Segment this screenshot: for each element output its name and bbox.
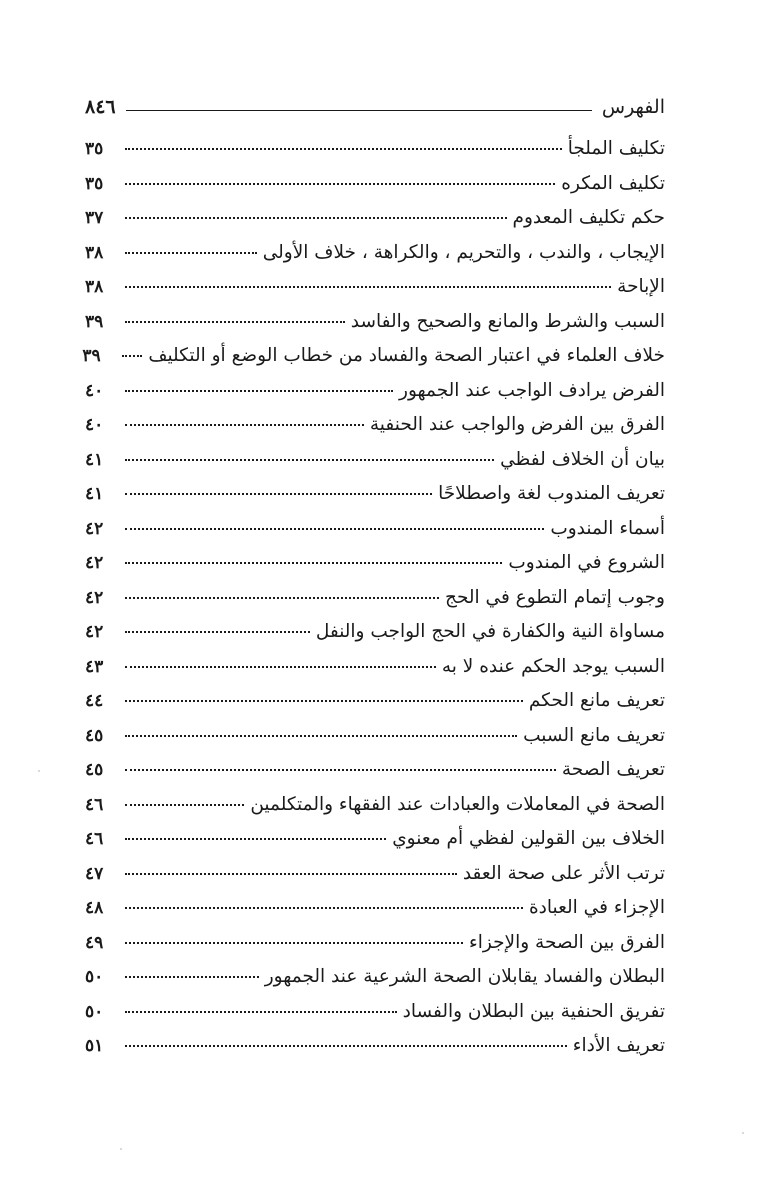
entry-title: الفرق بين الصحة والإجزاء — [469, 931, 665, 953]
entry-title: تكليف المكره — [561, 172, 665, 194]
dot-leader — [125, 459, 494, 461]
entry-title: البطلان والفساد يقابلان الصحة الشرعية عند الجمهور — [264, 966, 665, 987]
entry-page: ٤٠ — [85, 380, 104, 401]
index-entry — [85, 1001, 665, 1036]
dot-leader — [125, 597, 439, 599]
entry-page: ٥١ — [85, 1036, 104, 1056]
entry-title: تعريف المندوب لغة واصطلاحًا — [438, 483, 665, 504]
index-entry — [85, 587, 665, 622]
index-entry — [85, 828, 665, 863]
entry-title: السبب يوجد الحكم عنده لا به — [441, 655, 665, 677]
entry-page: ٥٠ — [85, 1001, 104, 1022]
index-entry — [85, 483, 665, 518]
dot-leader — [125, 493, 432, 495]
entry-page: ٤١ — [85, 449, 104, 470]
entry-title: تفريق الحنفية بين البطلان والفساد — [402, 1000, 665, 1022]
scan-speck — [742, 1132, 744, 1134]
header-page-number: ٨٤٦ — [85, 96, 116, 118]
entry-title: وجوب إتمام التطوع في الحج — [445, 586, 665, 608]
dot-leader — [125, 562, 502, 564]
index-entry — [85, 863, 665, 898]
entry-title: الصحة في المعاملات والعبادات عند الفقهاء والمتكلمين — [250, 793, 665, 815]
dot-leader — [125, 286, 611, 288]
entry-title: تعريف الصحة — [561, 759, 665, 780]
dot-leader — [125, 424, 364, 426]
index-entry — [85, 932, 665, 967]
entry-page: ٣٨ — [85, 242, 104, 263]
index-entry — [85, 207, 665, 242]
dot-leader — [125, 252, 257, 254]
entry-page: ٤٣ — [85, 656, 104, 677]
scan-speck — [38, 770, 40, 772]
entry-page: ٤٦ — [85, 794, 104, 815]
index-entry — [82, 345, 665, 380]
entry-page: ٤٢ — [85, 587, 104, 608]
dot-leader — [122, 355, 142, 357]
entry-page: ٣٨ — [85, 277, 104, 297]
entry-title: الشروع في المندوب — [508, 552, 665, 573]
index-entry — [85, 380, 665, 415]
entry-title: الفرض يرادف الواجب عند الجمهور — [399, 379, 665, 401]
entry-page: ٣٥ — [85, 173, 104, 194]
dot-leader — [125, 735, 517, 737]
dot-leader — [125, 942, 463, 944]
entry-page: ٣٧ — [85, 208, 104, 228]
entry-page: ٤٢ — [85, 518, 104, 539]
dot-leader — [125, 217, 507, 219]
entry-page: ٤٨ — [85, 898, 104, 918]
dot-leader — [125, 804, 244, 806]
index-entry — [85, 897, 665, 932]
dot-leader — [125, 183, 555, 185]
running-header — [85, 92, 665, 122]
dot-leader — [125, 838, 386, 840]
dot-leader — [125, 976, 259, 978]
entry-page: ٤٧ — [85, 863, 104, 884]
entry-title: السبب والشرط والمانع والصحيح والفاسد — [350, 310, 665, 332]
dot-leader — [125, 631, 310, 633]
index-entries — [82, 138, 665, 1070]
dot-leader — [125, 528, 544, 530]
entry-title: ترتب الأثر على صحة العقد — [462, 862, 665, 884]
entry-page: ٤٥ — [85, 725, 104, 746]
header-title: الفهرس — [601, 96, 665, 118]
entry-page: ٣٥ — [85, 139, 104, 159]
entry-page: ٤٢ — [85, 622, 104, 642]
index-entry — [85, 414, 665, 449]
entry-page: ٤٢ — [85, 553, 104, 573]
dot-leader — [125, 321, 345, 323]
entry-title: تعريف مانع السبب — [523, 724, 665, 746]
index-entry — [85, 173, 665, 208]
index-entry — [85, 311, 665, 346]
entry-page: ٣٩ — [85, 311, 104, 332]
dot-leader — [125, 769, 556, 771]
entry-title: الإيجاب ، والندب ، والتحريم ، والكراهة ، خلاف الأولى — [262, 241, 665, 263]
index-entry — [85, 725, 665, 760]
entry-page: ٤٥ — [85, 760, 104, 780]
entry-page: ٥٠ — [85, 967, 104, 987]
entry-title: أسماء المندوب — [550, 517, 665, 539]
entry-title: مساواة النية والكفارة في الحج الواجب والنفل — [315, 621, 665, 642]
index-entry — [85, 552, 665, 587]
index-entry — [85, 1035, 665, 1070]
entry-title: تعريف مانع الحكم — [528, 690, 665, 711]
entry-page: ٤٤ — [85, 691, 104, 711]
entry-title: الإجزاء في العبادة — [528, 897, 665, 918]
dot-leader — [125, 700, 523, 702]
entry-title: تكليف الملجأ — [567, 138, 665, 159]
entry-page: ٤٩ — [85, 932, 104, 953]
entry-page: ٣٩ — [82, 346, 101, 366]
entry-title: تعريف الأداء — [572, 1035, 665, 1056]
entry-page: ٤٠ — [85, 415, 104, 435]
dot-leader — [125, 148, 562, 150]
entry-page: ٤١ — [85, 484, 104, 504]
index-entry — [85, 966, 665, 1001]
index-entry — [85, 518, 665, 553]
entry-title: الفرق بين الفرض والواجب عند الحنفية — [369, 414, 665, 435]
entry-page: ٤٦ — [85, 829, 104, 849]
index-entry — [85, 759, 665, 794]
entry-title: بيان أن الخلاف لفظي — [500, 448, 665, 470]
index-entry — [85, 276, 665, 311]
index-entry — [85, 138, 665, 173]
dot-leader — [125, 907, 523, 909]
index-entry — [85, 242, 665, 277]
index-entry — [85, 656, 665, 691]
dot-leader — [125, 666, 436, 668]
entry-title: الخلاف بين القولين لفظي أم معنوي — [392, 828, 665, 849]
dot-leader — [125, 390, 393, 392]
scan-speck — [120, 1148, 122, 1150]
index-entry — [85, 794, 665, 829]
index-entry — [85, 621, 665, 656]
header-rule — [126, 110, 592, 111]
entry-title: الإباحة — [617, 276, 665, 297]
entry-title: حكم تكليف المعدوم — [512, 207, 665, 228]
dot-leader — [125, 873, 457, 875]
entry-title: خلاف العلماء في اعتبار الصحة والفساد من خطاب الوضع أو التكليف — [148, 345, 665, 366]
dot-leader — [125, 1011, 397, 1013]
dot-leader — [125, 1045, 567, 1047]
index-entry — [85, 690, 665, 725]
index-entry — [85, 449, 665, 484]
